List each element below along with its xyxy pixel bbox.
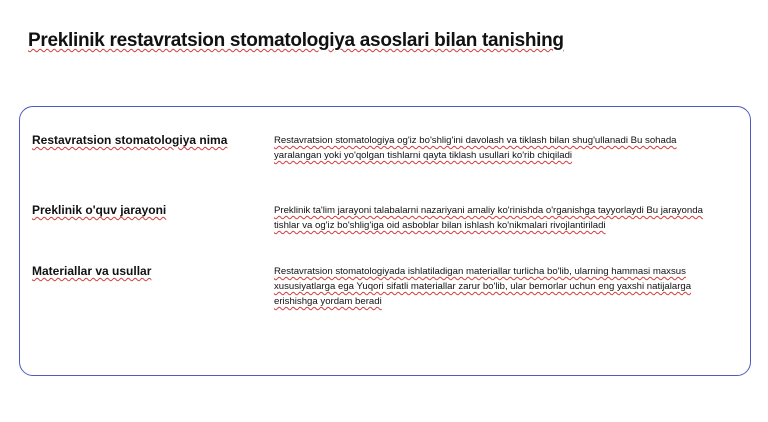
row-description: Preklinik ta'lim jarayoni talabalarni nazariyani amaliy ko'rinishda o'rganishga tayyorlaydi Bu jarayonda tishlar va og'iz bo'shlig'iga oid asboblar bilan ishlash ko'nikmalari rivojlantiriladi [274, 205, 703, 231]
row-term: Materiallar va usullar [32, 264, 152, 278]
slide-title: Preklinik restavratsion stomatologiya asoslari bilan tanishing [28, 30, 564, 51]
content-card [19, 106, 751, 376]
row-term: Restavratsion stomatologiya nima [32, 133, 228, 147]
row-description: Restavratsion stomatologiya og'iz bo'shlig'ini davolash va tiklash bilan shug'ullanadi Bu sohada yaralangan yoki yo'qolgan tishlarni qayta tiklash usullari ko'rib chiqiladi [274, 135, 677, 161]
row-term: Preklinik o'quv jarayoni [32, 203, 167, 217]
row-description: Restavratsion stomatologiyada ishlatiladigan materiallar turlicha bo'lib, ularning hammasi maxsus xususiyatlarga ega Yuqori sifatli materiallar zarur bo'lib, ular bemorlar uchun eng yaxshi natijalarga erishishga yordam beradi [274, 266, 692, 307]
